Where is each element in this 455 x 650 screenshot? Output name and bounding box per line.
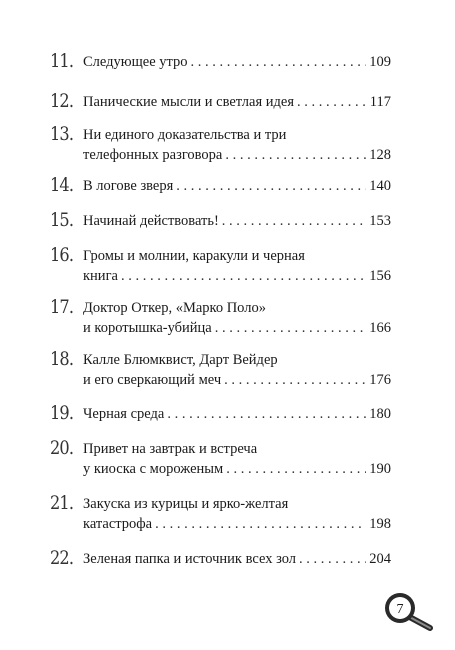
chapter-title: Ни единого доказательства и три xyxy=(83,127,287,143)
chapter-title: Громы и молнии, каракули и черная xyxy=(83,248,305,264)
page-number: 109 xyxy=(369,54,391,70)
chapter-number: 20. xyxy=(50,437,74,459)
chapter-title: Начинай действовать! xyxy=(83,213,219,229)
chapter-number: 16. xyxy=(50,244,74,266)
page-number: 128 xyxy=(369,147,391,163)
dot-leader xyxy=(299,549,366,569)
chapter-title: Калле Блюмквист, Дарт Вейдер xyxy=(83,352,278,368)
page-badge xyxy=(380,590,440,636)
chapter-title-cont: у киоска с мороженым xyxy=(83,461,224,477)
dot-leader xyxy=(121,266,366,286)
chapter-title-cont: и коротышка-убийца xyxy=(83,320,212,336)
chapter-title: Следующее утро xyxy=(83,54,188,70)
chapter-number: 17. xyxy=(50,296,74,318)
dot-leader xyxy=(225,145,366,165)
chapter-title: Зеленая папка и источник всех зол xyxy=(83,551,297,567)
chapter-number: 21. xyxy=(50,492,74,514)
chapter-title: Черная среда xyxy=(83,406,165,422)
page-number: 190 xyxy=(369,461,391,477)
page-number: 117 xyxy=(369,94,391,110)
page-number: 204 xyxy=(369,551,391,567)
dot-leader xyxy=(297,92,367,112)
magnifier-icon xyxy=(380,590,440,636)
chapter-number: 19. xyxy=(50,402,74,424)
chapter-title: Панические мысли и светлая идея xyxy=(83,94,294,110)
chapter-title: Привет на завтрак и встреча xyxy=(83,441,258,457)
chapter-number: 13. xyxy=(50,123,74,145)
dot-leader xyxy=(224,370,366,390)
page-number: 156 xyxy=(369,268,391,284)
dot-leader xyxy=(222,211,366,231)
chapter-title-cont: телефонных разговора xyxy=(83,147,223,163)
chapter-title-cont: и его сверкающий меч xyxy=(83,372,222,388)
page-number: 180 xyxy=(369,406,391,422)
dot-leader xyxy=(155,514,366,534)
chapter-title: В логове зверя xyxy=(83,178,174,194)
dot-leader xyxy=(215,318,367,338)
page-number: 140 xyxy=(369,178,391,194)
chapter-title-cont: книга xyxy=(83,268,118,284)
page-number: 176 xyxy=(369,372,391,388)
chapter-number: 12. xyxy=(50,90,74,112)
dot-leader xyxy=(167,404,366,424)
chapter-number: 15. xyxy=(50,209,74,231)
chapter-number: 22. xyxy=(50,547,74,569)
page-number: 153 xyxy=(369,213,391,229)
chapter-title: Доктор Откер, «Марко Поло» xyxy=(83,300,266,316)
dot-leader xyxy=(226,459,366,479)
chapter-title-cont: катастрофа xyxy=(83,516,153,532)
page-number-badge: 7 xyxy=(396,602,404,617)
dot-leader xyxy=(191,52,367,72)
chapter-number: 18. xyxy=(50,348,74,370)
chapter-number: 14. xyxy=(50,174,74,196)
page-number: 166 xyxy=(369,320,391,336)
chapter-number: 11. xyxy=(50,50,74,72)
chapter-title: Закуска из курицы и ярко-желтая xyxy=(83,496,289,512)
page-number: 198 xyxy=(369,516,391,532)
dot-leader xyxy=(176,176,366,196)
